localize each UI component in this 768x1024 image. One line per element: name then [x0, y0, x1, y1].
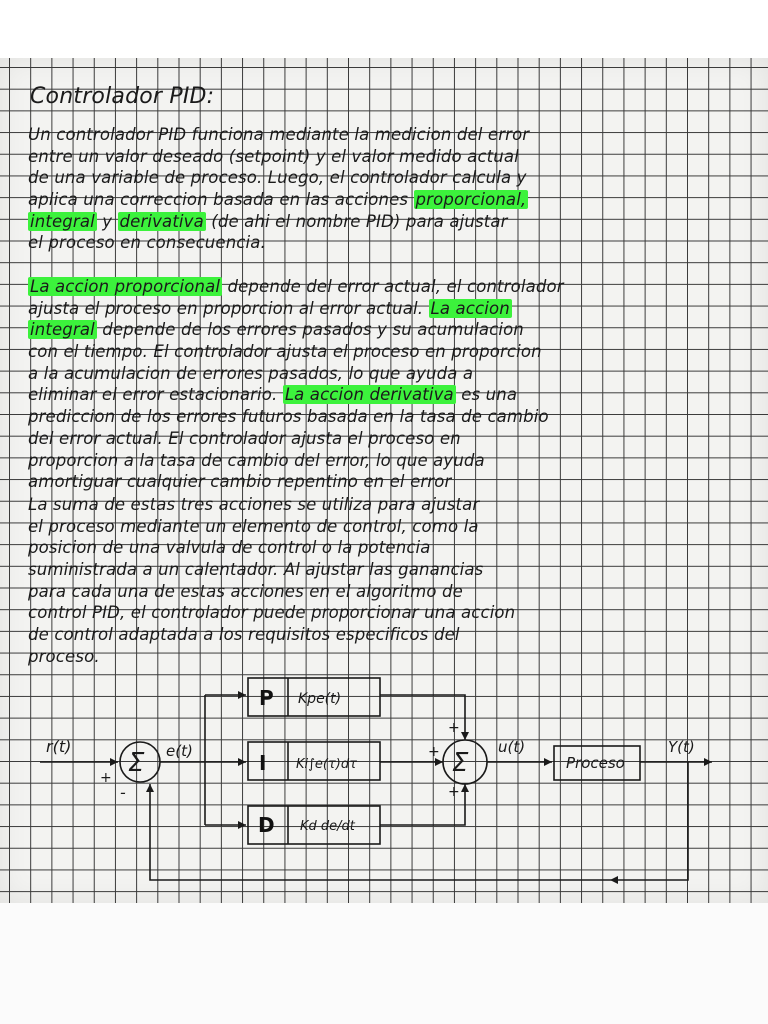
text-line: entre un valor deseado (setpoint) y el valor medido actual — [28, 146, 519, 166]
sum-symbol-2: Σ — [452, 748, 469, 778]
text-line: de control adaptada a los requisitos especificos del — [28, 625, 460, 645]
text-line: amortiguar cualquier cambio repentino en el error — [28, 472, 452, 492]
text-line: control PID, el controlador puede proporcionar una accion — [28, 603, 516, 623]
sum2-sign-top: + — [448, 720, 460, 736]
text-line: suministrada a un calentador. Al ajustar las ganancias — [28, 560, 484, 580]
text-line — [28, 384, 564, 406]
d-block-expr: Kd de/dt — [300, 819, 355, 834]
error-label: e(t) — [166, 742, 193, 760]
sum-symbol-1: Σ — [128, 748, 145, 778]
paragraph-actions — [28, 276, 564, 493]
sum2-sign-bottom: + — [448, 784, 460, 800]
sum1-plus: + — [100, 770, 112, 786]
p-block-expr: Kpe(t) — [298, 691, 342, 707]
text-line: proceso. — [28, 646, 100, 666]
text-line: La suma de estas tres acciones se utiliza para ajustar — [28, 495, 480, 514]
text-segment: eliminar el error estacionario. — [28, 385, 283, 405]
text-line: del error actual. El controlador ajusta el proceso en — [28, 428, 461, 448]
text-line: el proceso en consecuencia. — [28, 233, 266, 253]
i-block-expr: Ki∫e(τ)dτ — [296, 757, 357, 772]
text-line — [28, 298, 564, 320]
text-line: con el tiempo. El controlador ajusta el proceso en proporcion — [28, 342, 542, 362]
i-block-letter: I — [259, 751, 267, 775]
page-margin — [0, 903, 768, 1024]
text-line: de una variable de proceso. Luego, el controlador calcula y — [28, 168, 527, 188]
paragraph-sum — [28, 494, 515, 668]
p-block-letter: P — [259, 686, 274, 710]
text-line — [28, 319, 564, 341]
sum2-sign-left: + — [428, 744, 440, 760]
output-label: Y(t) — [668, 738, 695, 756]
text-segment: depende del error actual, el controlador — [222, 277, 564, 296]
pid-block-diagram — [0, 660, 768, 900]
control-signal-label: u(t) — [498, 738, 526, 756]
highlighted-term: proporcional, — [415, 190, 527, 210]
text-segment: depende de los errores pasados y su acumulacion — [96, 320, 524, 340]
sum1-minus: - — [120, 783, 126, 802]
page-title: Controlador PID: — [30, 84, 215, 109]
process-label: Proceso — [566, 754, 625, 772]
text-line: a la acumulacion de errores pasados, lo que ayuda a — [28, 363, 474, 383]
input-label: r(t) — [46, 737, 72, 756]
highlighted-term: La accion derivativa — [284, 385, 454, 405]
highlighted-term: La accion — [430, 298, 510, 318]
highlighted-term: integral — [30, 320, 95, 340]
d-block-letter: D — [258, 813, 275, 837]
text-line — [28, 276, 564, 298]
text-segment: ajusta el proceso en proporcion al error actual. — [28, 298, 429, 318]
text-line: Un controlador PID funciona mediante la medicion del error — [28, 125, 530, 144]
text-line: el proceso mediante un elemento de control, como la — [28, 516, 479, 536]
text-line — [28, 211, 529, 233]
text-segment: es una — [455, 385, 518, 405]
paragraph-pid-intro — [28, 124, 529, 254]
text-line — [28, 189, 529, 211]
highlighted-term: derivativa — [119, 211, 204, 231]
text-line: posicion de una valvula de control o la potencia — [28, 538, 431, 558]
text-line: prediccion de los errores futuros basada en la tasa de cambio — [28, 407, 549, 427]
highlighted-term: La accion proporcional — [30, 277, 221, 296]
text-segment: y — [96, 211, 118, 231]
text-segment: aplica una correccion basada en las acciones — [28, 190, 414, 210]
text-segment: (de ahi el nombre PID) para ajustar — [205, 211, 508, 231]
text-line: para cada una de estas acciones en el algoritmo de — [28, 581, 463, 601]
text-line: proporcion a la tasa de cambio del error, lo que ayuda — [28, 450, 485, 470]
highlighted-term: integral — [30, 211, 95, 231]
